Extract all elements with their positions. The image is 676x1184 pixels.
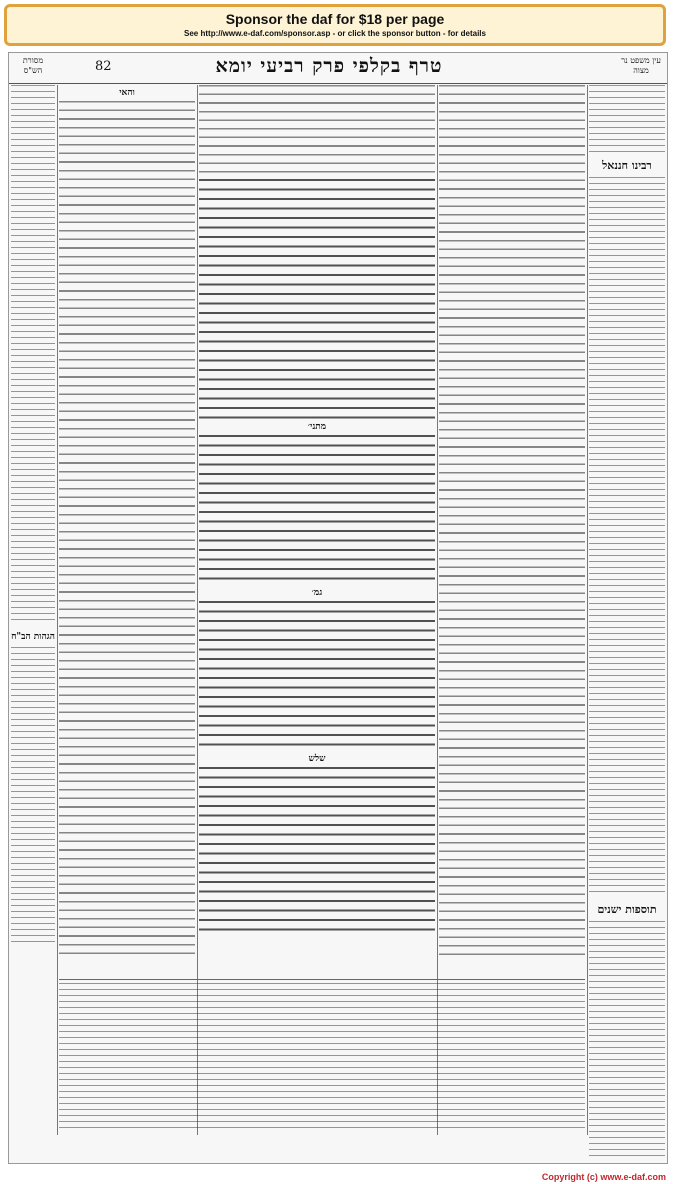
column-divider — [437, 85, 438, 1135]
gemara-column — [199, 85, 435, 945]
ein-mishpat-label: עין משפט נר מצוה — [621, 56, 661, 75]
sponsor-banner[interactable] — [4, 4, 666, 46]
footnotes-divider — [59, 979, 585, 980]
talmud-page — [8, 52, 668, 1164]
footnotes-text — [59, 983, 585, 1133]
rabbeinu-chananel-label: רבינו חננאל — [602, 159, 652, 172]
column-divider — [57, 85, 58, 1135]
margin-references — [11, 85, 55, 625]
rabbeinu-chananel-text — [589, 177, 665, 897]
mishnah-text — [199, 435, 435, 585]
copyright-notice[interactable]: Copyright (c) www.e-daf.com — [541, 1172, 666, 1182]
page-number: 82 — [95, 59, 112, 74]
tosafot-yeshanim-text — [589, 921, 665, 1161]
gemara-text-3 — [199, 767, 435, 937]
tosafot-opening-word: והאי — [119, 88, 135, 98]
gemara-marker: גמ׳ — [311, 588, 323, 598]
rashi-text — [439, 85, 585, 955]
gemara-upper-text — [199, 85, 435, 175]
left-margin-column — [11, 85, 55, 1165]
tosafot-column — [59, 85, 195, 965]
gemara-main-text — [199, 179, 435, 419]
page-title: טרף בקלפי פרק רביעי יומא — [215, 55, 443, 77]
right-margin-column — [589, 85, 665, 1165]
hagahot-label: הגהות הב"ח — [11, 632, 55, 642]
rashi-column — [439, 85, 585, 965]
sponsor-title: Sponsor the daf for $18 per page — [225, 11, 445, 27]
tosafot-yeshanim-label: תוספות ישנים — [597, 903, 657, 916]
tosafot-text — [59, 101, 195, 961]
column-divider — [197, 85, 198, 1135]
masoret-hashas-label: מסורת הש"ס — [22, 56, 44, 75]
page-header — [9, 53, 667, 84]
ein-mishpat-text — [589, 85, 665, 155]
mishnah-marker: מתני׳ — [307, 422, 327, 432]
gemara-text-2 — [199, 601, 435, 751]
hagahot-text — [11, 647, 55, 947]
column-divider — [587, 85, 588, 1135]
shalosh-marker: שלש — [308, 754, 326, 764]
sponsor-subtitle[interactable]: See http://www.e-daf.com/sponsor.asp - or click the sponsor button - for details — [184, 29, 486, 38]
